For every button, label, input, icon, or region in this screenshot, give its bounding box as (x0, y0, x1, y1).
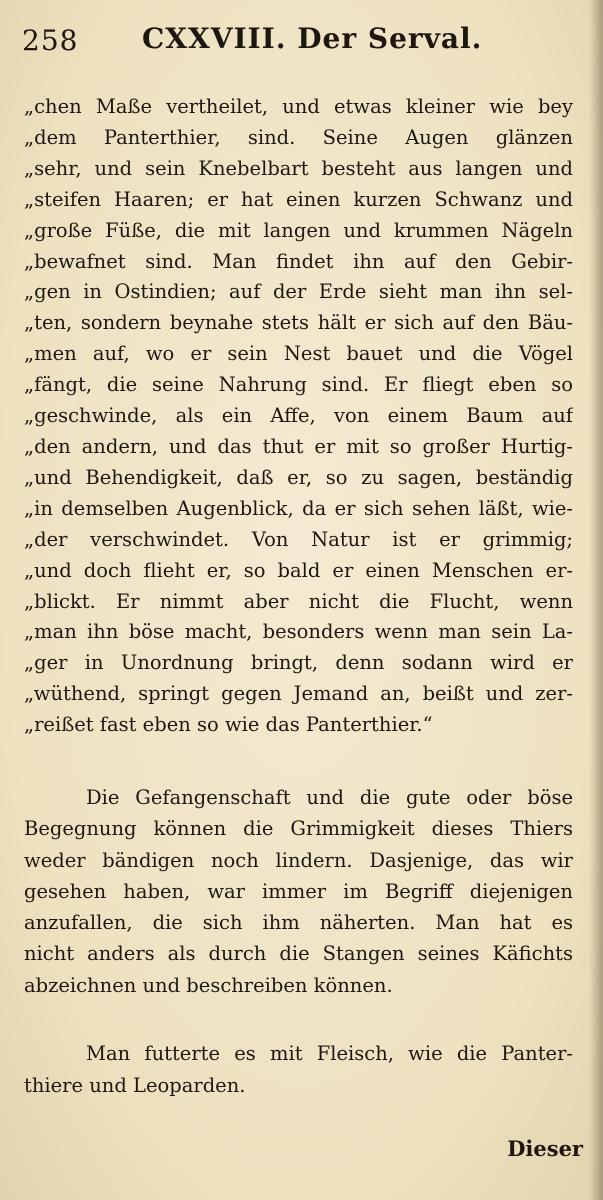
text-line: „den andern, und das thut er mit so großer Hurtig- (24, 434, 573, 458)
text-line: „blickt. Er nimmt aber nicht die Flucht, wenn (24, 589, 573, 613)
chapter-title: CXXVIII. Der Serval. (142, 22, 483, 55)
text-line: „reißet fast eben so wie das Panterthier.“ (24, 713, 433, 737)
text-line: „geschwinde, als ein Affe, von einem Baum auf (24, 404, 573, 428)
text-line: „der verschwindet. Von Natur ist er grimmig; (24, 527, 573, 551)
text-line: „bewafnet sind. Man findet ihn auf den Gebir- (24, 249, 573, 273)
catchword: Dieser (507, 1136, 583, 1161)
text-line: Man futterte es mit Fleisch, wie die Panter- (86, 1042, 573, 1065)
text-line: anzufallen, die sich ihm näherten. Man hat es (24, 911, 573, 935)
text-line: „fängt, die seine Nahrung sind. Er fliegt eben so (24, 373, 573, 397)
text-line: gesehen haben, war immer im Begriff diejenigen (24, 879, 573, 903)
running-head (22, 24, 573, 64)
text-line: „dem Panterthier, sind. Seine Augen glänzen (24, 125, 573, 149)
text-line: „gen in Ostindien; auf der Erde sieht man ihn sel- (24, 280, 573, 304)
page-edge-shadow (589, 0, 603, 1200)
text-line: „sehr, und sein Knebelbart besteht aus langen und (24, 156, 573, 180)
text-line: „man ihn böse macht, besonders wenn man sein La- (24, 620, 573, 644)
text-line: „wüthend, springt gegen Jemand an, beißt und zer- (24, 682, 573, 706)
paragraph-captivity (24, 782, 573, 1001)
text-line: Begegnung können die Grimmigkeit dieses Thiers (24, 817, 573, 841)
text-line: weder bändigen noch lindern. Dasjenige, das wir (24, 848, 573, 872)
text-line: „in demselben Augenblick, da er sich sehen läßt, wie- (24, 496, 573, 520)
text-line: „chen Maße vertheilet, und etwas kleiner wie bey (24, 95, 573, 118)
paragraph-quoted-description (24, 92, 573, 741)
text-line: „ger in Unordnung bringt, denn sodann wird er (24, 651, 573, 675)
text-line: nicht anders als durch die Stangen seines Käfichts (24, 942, 573, 966)
text-line: Die Gefangenschaft und die gute oder böse (86, 786, 573, 809)
text-line: „große Füße, die mit langen und krummen Nägeln (24, 218, 573, 242)
text-line: thiere und Leoparden. (24, 1073, 246, 1097)
text-line: „ten, sondern beynahe stets hält er sich auf den Bäu- (24, 311, 573, 335)
text-line: „steifen Haaren; er hat einen kurzen Schwanz und (24, 187, 573, 211)
text-line: „und Behendigkeit, daß er, so zu sagen, beständig (24, 465, 573, 489)
page-number: 258 (22, 24, 79, 57)
paragraph-feeding (24, 1038, 573, 1101)
text-line: abzeichnen und beschreiben können. (24, 973, 393, 997)
text-line: „und doch flieht er, so bald er einen Menschen er- (24, 558, 573, 582)
text-line: „men auf, wo er sein Nest bauet und die Vögel (24, 342, 573, 366)
